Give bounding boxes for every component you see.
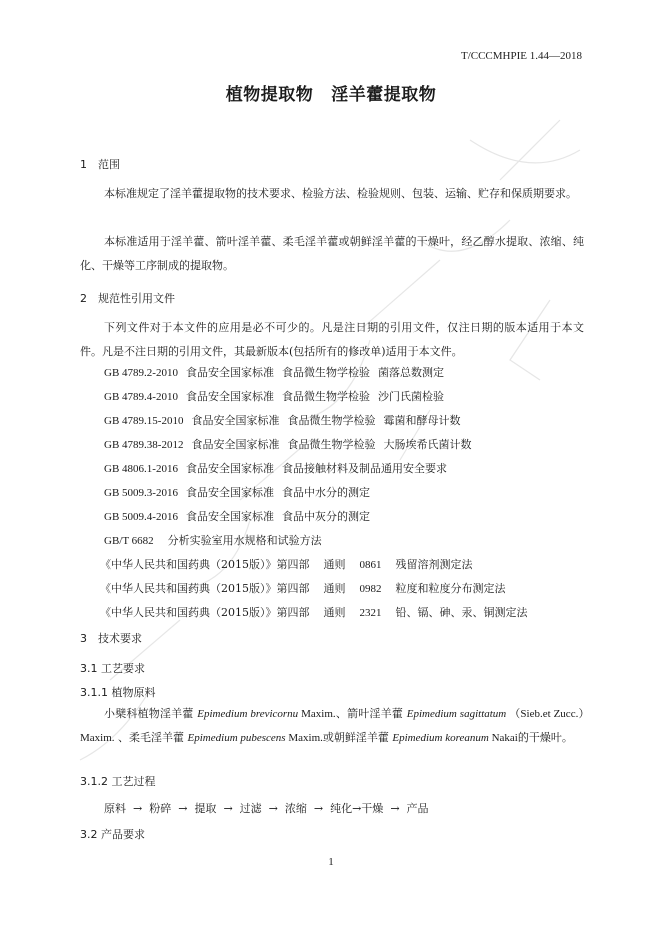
title-part-2: 淫羊藿提取物 [331,85,437,105]
reference-item: GB 4789.38-2012 食品安全国家标准 食品微生物学检验 大肠埃希氏菌计数 [104,438,472,451]
reference-item: GB 5009.3-2016 食品安全国家标准 食品中水分的测定 [104,486,370,499]
pharmacopoeia-reference: 《中华人民共和国药典（2015版）》第四部 通则 2321 铅、镉、砷、汞、铜测定法 [100,606,528,619]
section-2-intro: 下列文件对于本文件的应用是必不可少的。凡是注日期的引用文件，仅注日期的版本适用于本文件。凡是不注日期的引用文件，其最新版本(包括所有的修改单)适用于本文件。 [80,321,584,358]
reference-item: GB 4789.2-2010 食品安全国家标准 食品微生物学检验 菌落总数测定 [104,366,444,379]
page-number: 1 [328,856,334,868]
subsection-3-2-heading: 3.2 产品要求 [80,828,145,841]
section-1-paragraph-1: 本标准规定了淫羊藿提取物的技术要求、检验方法、检验规则、包装、运输、贮存和保质期要求。 [104,187,577,200]
section-1-paragraph-2: 本标准适用于淫羊藿、箭叶淫羊藿、柔毛淫羊藿或朝鲜淫羊藿的干燥叶，经乙醇水提取、浓缩、纯化、干燥等工序制成的提取物。 [80,235,584,272]
section-2-heading: 2 规范性引用文件 [80,292,175,305]
plant-material-paragraph: 小檗科植物淫羊藿 Epimedium brevicornu Maxim.、箭叶淫羊藿 Epimedium sagittatum （Sieb.et Zucc.）Maxim. 、柔毛淫羊藿 Epimedium pubescens Maxim.或朝鲜淫羊藿 Epimedium koreanum Nakai的干燥叶。 [80,707,585,744]
reference-item: GB 4806.1-2016 食品安全国家标准 食品接触材料及制品通用安全要求 [104,462,447,475]
section-1-heading: 1 范围 [80,158,120,171]
subsection-3-1-2-heading: 3.1.2 工艺过程 [80,775,156,788]
reference-item: GB 5009.4-2016 食品安全国家标准 食品中灰分的测定 [104,510,370,523]
standard-code: T/CCCMHPIE 1.44—2018 [460,50,582,62]
section-3-heading: 3 技术要求 [80,632,142,645]
reference-item: GB/T 6682 分析实验室用水规格和试验方法 [104,534,322,547]
reference-item: GB 4789.4-2010 食品安全国家标准 食品微生物学检验 沙门氏菌检验 [104,390,444,403]
title-part-1: 植物提取物 [225,85,314,105]
document-title [0,80,662,105]
pharmacopoeia-reference: 《中华人民共和国药典（2015版）》第四部 通则 0861 残留溶剂测定法 [100,558,473,571]
reference-item: GB 4789.15-2010 食品安全国家标准 食品微生物学检验 霉菌和酵母计数 [104,414,461,427]
process-flow: 原料 → 粉碎 → 提取 → 过滤 → 浓缩 → 纯化→干燥 → 产品 [104,802,429,815]
subsection-3-1-heading: 3.1 工艺要求 [80,662,145,675]
pharmacopoeia-reference: 《中华人民共和国药典（2015版）》第四部 通则 0982 粒度和粒度分布测定法 [100,582,506,595]
subsection-3-1-1-heading: 3.1.1 植物原料 [80,686,156,699]
